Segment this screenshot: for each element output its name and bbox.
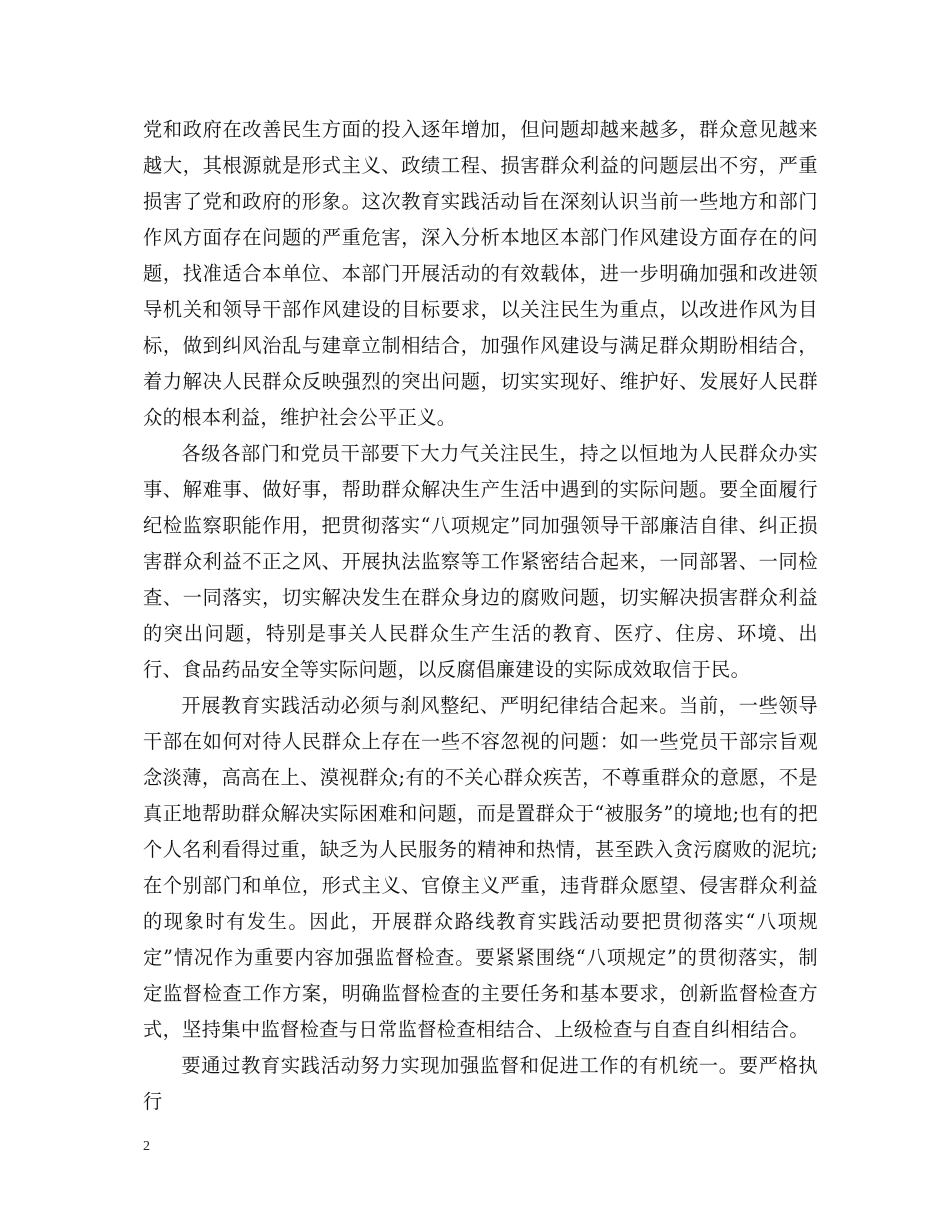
paragraph-1: 党和政府在改善民生方面的投入逐年增加，但问题却越来越多，群众意见越来越大，其根源就是形式主义、政绩工程、损害群众利益的问题层出不穷，严重损害了党和政府的形象。这次教育实践活动旨在深刻认识当前一些地方和部门作风方面存在问题的严重危害，深入分析本地区本部门作风建设方面存在的问题，找准适合本单位、本部门开展活动的有效载体，进一步明确加强和改进领导机关和领导干部作风建设的目标要求，以关注民生为重点，以改进作风为目标，做到纠风治乱与建章立制相结合，加强作风建设与满足群众期盼相结合，着力解决人民群众反映强烈的突出问题，切实实现好、维护好、发展好人民群众的根本利益，维护社会公平正义。 <box>143 118 818 429</box>
page-number: 2 <box>143 1139 150 1154</box>
paragraph-3: 开展教育实践活动必须与刹风整纪、严明纪律结合起来。当前，一些领导干部在如何对待人民群众上存在一些不容忽视的问题：如一些党员干部宗旨观念淡薄，高高在上、漠视群众;有的不关心群众疾苦，不尊重群众的意愿，不是真正地帮助群众解决实际困难和问题，而是置群众于“被服务”的境地;也有的把个人名利看得过重，缺乏为人民服务的精神和热情，甚至跌入贪污腐败的泥坑;在个别部门和单位，形式主义、官僚主义严重，违背群众愿望、侵害群众利益的现象时有发生。因此，开展群众路线教育实践活动要把贯彻落实“八项规定”情况作为重要内容加强监督检查。要紧紧围绕“八项规定”的贯彻落实，制定监督检查工作方案，明确监督检查的主要任务和基本要求，创新监督检查方式，坚持集中监督检查与日常监督检查相结合、上级检查与自查自纠相结合。 <box>143 694 818 1041</box>
paragraph-2: 各级各部门和党员干部要下大力气关注民生，持之以恒地为人民群众办实事、解难事、做好事，帮助群众解决生产生活中遇到的实际问题。要全面履行纪检监察职能作用，把贯彻落实“八项规定”同加强领导干部廉洁自律、纠正损害群众利益不正之风、开展执法监察等工作紧密结合起来，一同部署、一同检查、一同落实，切实解决发生在群众身边的腐败问题，切实解决损害群众利益的突出问题，特别是事关人民群众生产生活的教育、医疗、住房、环境、出行、食品药品安全等实际问题，以反腐倡廉建设的实际成效取信于民。 <box>143 442 818 681</box>
document-body <box>143 112 818 1120</box>
paragraph-4: 要通过教育实践活动努力实现加强监督和促进工作的有机统一。要严格执行 <box>143 1054 818 1113</box>
